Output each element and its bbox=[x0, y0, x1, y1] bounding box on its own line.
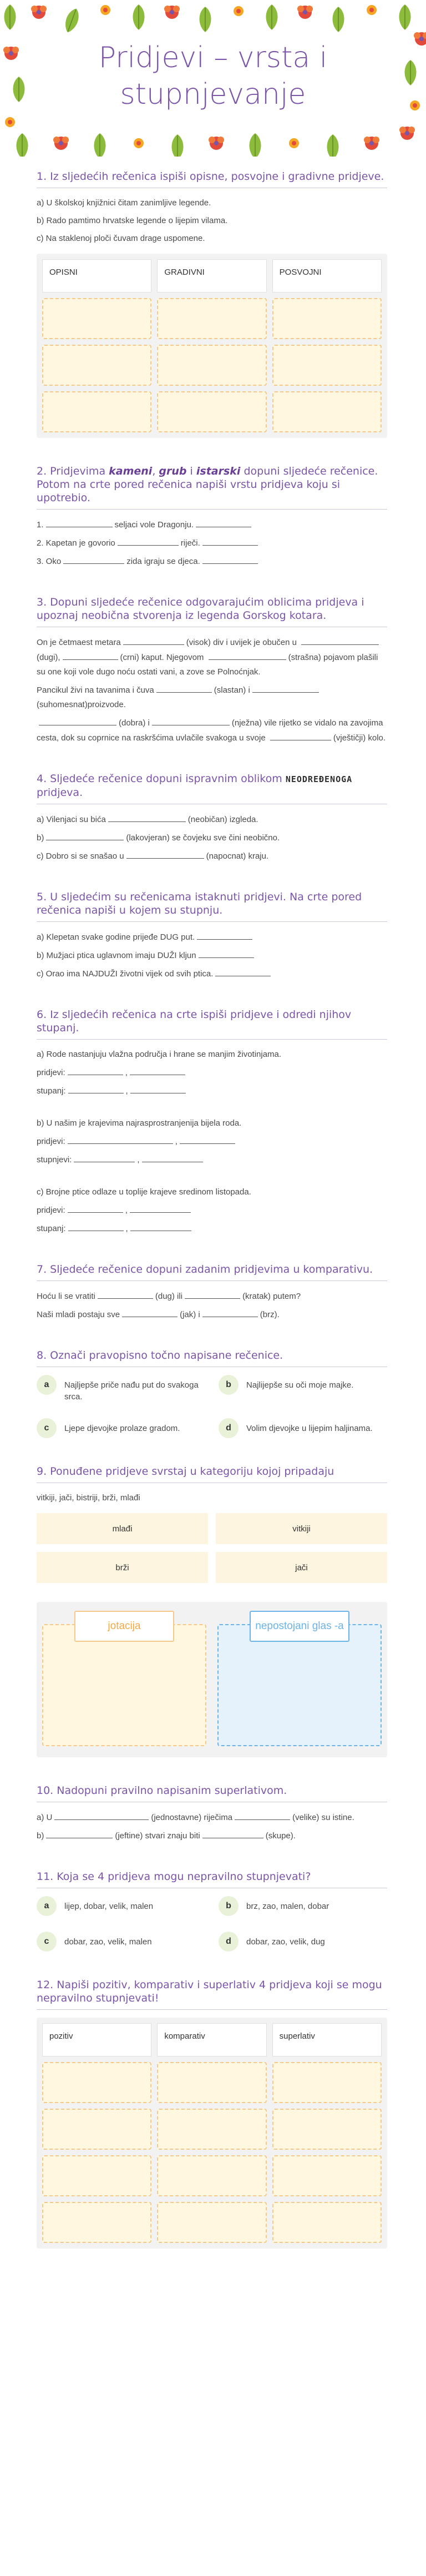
answer-blank[interactable] bbox=[118, 536, 179, 546]
task-1-title: 1. Iz sljedećih rečenica ispiši opisne, posvojne i gradivne pridjeve. bbox=[37, 170, 387, 188]
word-grub: grub bbox=[159, 465, 187, 477]
task-9 bbox=[37, 1465, 387, 1757]
task-2-line-2 bbox=[37, 536, 387, 551]
task-1 bbox=[37, 170, 387, 438]
answer-blank[interactable] bbox=[68, 1134, 173, 1144]
choice-text: dobar, zao, velik, malen bbox=[64, 1937, 152, 1947]
task-3 bbox=[37, 596, 387, 745]
column-header-pozitiv: pozitiv bbox=[42, 2023, 151, 2056]
line-label: stupnjevi: bbox=[37, 1155, 72, 1165]
category-bins bbox=[37, 1602, 387, 1757]
draggable-word[interactable]: brži bbox=[37, 1552, 208, 1583]
line-text: (jednostavne) riječima bbox=[151, 1813, 233, 1822]
answer-blank[interactable] bbox=[68, 1083, 124, 1093]
task-12-title: 12. Napiši pozitiv, komparativ i superlativ 4 pridjeva koji se mogu nepravilno stupnjevati! bbox=[37, 1978, 387, 2010]
bin-label: jotacija bbox=[74, 1611, 174, 1642]
task-10-line-a bbox=[37, 1810, 387, 1825]
choice-key: c bbox=[37, 1418, 57, 1438]
task-10-line-b bbox=[37, 1828, 387, 1843]
column-header-gradivni: GRADIVNI bbox=[157, 259, 266, 293]
answer-blank[interactable] bbox=[108, 812, 186, 822]
choice-key: a bbox=[37, 1375, 57, 1395]
choice-text: dobar, zao, velik, dug bbox=[246, 1937, 325, 1947]
answer-blank[interactable] bbox=[130, 1065, 185, 1075]
column-header-komparativ: komparativ bbox=[157, 2023, 266, 2056]
task-11 bbox=[37, 1870, 387, 1952]
comma: , bbox=[175, 1137, 178, 1146]
line-text: (kratak) putem? bbox=[242, 1292, 301, 1301]
choice-d[interactable] bbox=[219, 1932, 387, 1952]
line-text: (jeftine) stvari znaju biti bbox=[115, 1831, 200, 1841]
task-6-sentence-c: c) Brojne ptice odlaze u toplije krajeve sredinom listopada. bbox=[37, 1187, 251, 1197]
choice-c[interactable] bbox=[37, 1932, 205, 1952]
line-label: stupanj: bbox=[37, 1086, 66, 1096]
answer-blank[interactable] bbox=[156, 683, 212, 693]
answer-blank[interactable] bbox=[46, 517, 113, 527]
task-1-sentence-c: c) Na staklenoj ploči čuvam drage uspomene. bbox=[37, 234, 205, 243]
bin-drop-area[interactable] bbox=[42, 1624, 206, 1746]
line-text: c) Dobro si se snašao u bbox=[37, 851, 124, 861]
word-kameni: kameni bbox=[109, 465, 153, 477]
page-title: Pridjevi – vrsta i stupnjevanje bbox=[98, 41, 328, 111]
choice-b[interactable] bbox=[219, 1375, 387, 1403]
task-2-title-text: 2. Pridjevima bbox=[37, 465, 109, 477]
task-8 bbox=[37, 1349, 387, 1438]
task-11-title: 11. Koja se 4 pridjeva mogu nepravilno stupnjevati? bbox=[37, 1870, 387, 1888]
line-text: (dobra) i bbox=[119, 718, 150, 728]
line-text: (vještičji) kolo. bbox=[333, 733, 386, 743]
drop-zone[interactable] bbox=[157, 2062, 266, 2103]
line-label: pridjevi: bbox=[37, 1137, 65, 1146]
task-3-paragraph-3 bbox=[37, 715, 387, 745]
answer-blank[interactable] bbox=[130, 1203, 191, 1213]
comma: , bbox=[137, 1155, 140, 1165]
task-5 bbox=[37, 890, 387, 981]
drop-zone[interactable] bbox=[272, 2202, 382, 2243]
comma: , bbox=[125, 1086, 128, 1096]
line-text: (velike) su istine. bbox=[292, 1813, 354, 1822]
task-6-sentence-a: a) Rode nastanjuju vlažna područja i hrane se manjim životinjama. bbox=[37, 1050, 282, 1059]
task-7-line-2 bbox=[37, 1307, 387, 1322]
column-header-opisni: OPISNI bbox=[42, 259, 151, 293]
task-2 bbox=[37, 465, 387, 569]
drop-zone[interactable] bbox=[42, 391, 151, 432]
word-neodredenoga: NEODREĐENOGA bbox=[285, 774, 353, 784]
task-4-title-text: pridjeva. bbox=[37, 787, 83, 799]
line-text: On je četmaest metara bbox=[37, 638, 121, 647]
task-8-title: 8. Označi pravopisno točno napisane rečenice. bbox=[37, 1349, 387, 1367]
task-3-paragraph-2 bbox=[37, 683, 387, 712]
drop-zone[interactable] bbox=[42, 2155, 151, 2196]
title-separator: , bbox=[152, 465, 159, 477]
draggable-word[interactable]: vitkiji bbox=[216, 1513, 387, 1544]
choice-text: Volim djevojke u lijepim haljinama. bbox=[246, 1424, 373, 1433]
task-12 bbox=[37, 1978, 387, 2249]
task-6 bbox=[37, 1008, 387, 1236]
comma: , bbox=[125, 1068, 128, 1077]
answer-blank[interactable] bbox=[63, 650, 118, 660]
answer-blank[interactable] bbox=[122, 1307, 178, 1317]
task-2-title bbox=[37, 465, 387, 510]
line-text: Pancikul živi na tavanima i čuva bbox=[37, 685, 154, 695]
task-2-line-3 bbox=[37, 554, 387, 569]
task-5-line-a bbox=[37, 930, 387, 945]
choice-text: Ljepe djevojke prolaze gradom. bbox=[64, 1424, 180, 1433]
drop-zone[interactable] bbox=[42, 2062, 151, 2103]
line-text: (nježna) vile rijetko se vidalo na zavojima cesta, dok su coprnice na raskršćima uvlačile svakoga u svoje bbox=[37, 718, 383, 743]
task-6-pridjevi-a bbox=[37, 1065, 387, 1080]
line-text: (visok) div i uvijek je obučen u bbox=[186, 638, 297, 647]
choice-d[interactable] bbox=[219, 1418, 387, 1438]
line-text: 3. Oko bbox=[37, 557, 62, 566]
drop-zone[interactable] bbox=[157, 2202, 266, 2243]
answer-blank[interactable] bbox=[202, 536, 258, 546]
task-6-title: 6. Iz sljedećih rečenica na crte ispiši pridjeve i odredi njihov stupanj. bbox=[37, 1008, 387, 1040]
answer-blank[interactable] bbox=[235, 1810, 290, 1820]
choice-c[interactable] bbox=[37, 1418, 205, 1438]
choice-key: d bbox=[219, 1932, 239, 1952]
line-text: a) U bbox=[37, 1813, 53, 1822]
drop-zone[interactable] bbox=[42, 2202, 151, 2243]
task-9-title: 9. Ponuđene pridjeve svrstaj u kategoriju kojoj pripadaju bbox=[37, 1465, 387, 1483]
line-text: b) bbox=[37, 833, 44, 843]
column-header-superlativ: superlativ bbox=[272, 2023, 382, 2056]
line-text: (skupe). bbox=[265, 1831, 296, 1841]
answer-blank[interactable] bbox=[68, 1203, 123, 1213]
choice-text: brz, zao, malen, dobar bbox=[246, 1902, 329, 1911]
line-text: (strašna) pojavom plašili su one koji vole dugo noću ostati vani, a zove se Polnoćnjak. bbox=[37, 653, 378, 677]
drop-zone[interactable] bbox=[272, 2155, 382, 2196]
task-7-line-1 bbox=[37, 1289, 387, 1304]
answer-blank[interactable] bbox=[270, 730, 331, 740]
comma: , bbox=[125, 1224, 128, 1233]
line-text: (napocnat) kraju. bbox=[206, 851, 269, 861]
answer-blank[interactable] bbox=[68, 1065, 123, 1075]
task-6-sentence-b: b) U našim je krajevima najrasprostranjenija bijela roda. bbox=[37, 1118, 242, 1128]
line-label: pridjevi: bbox=[37, 1068, 65, 1077]
task-9-word-list: vitkiji, jači, bistriji, brži, mlađi bbox=[37, 1493, 140, 1503]
choice-text: Najljepše priče nađu put do svakoga srca. bbox=[64, 1380, 199, 1402]
drop-zone[interactable] bbox=[157, 345, 266, 386]
drop-zone[interactable] bbox=[42, 345, 151, 386]
answer-blank[interactable] bbox=[46, 1828, 113, 1838]
answer-blank[interactable] bbox=[46, 830, 124, 840]
answer-blank[interactable] bbox=[301, 635, 379, 645]
task-6-stupanj-c bbox=[37, 1221, 387, 1236]
draggable-word[interactable]: jači bbox=[216, 1552, 387, 1583]
task-6-stupanj-a bbox=[37, 1083, 387, 1098]
line-text: 1. bbox=[37, 520, 44, 530]
task-12-sort-table bbox=[37, 2018, 387, 2249]
answer-blank[interactable] bbox=[123, 635, 184, 645]
task-5-line-b bbox=[37, 948, 387, 963]
drop-zone[interactable] bbox=[157, 2109, 266, 2150]
answer-blank[interactable] bbox=[63, 554, 124, 564]
choice-key: b bbox=[219, 1896, 239, 1916]
line-text: riječi. bbox=[180, 538, 200, 548]
task-4-line-c bbox=[37, 849, 387, 864]
task-1-sentence-b: b) Rado pamtimo hrvatske legende o lijepim vilama. bbox=[37, 216, 228, 225]
task-3-title: 3. Dopuni sljedeće rečenice odgovarajućim oblicima pridjeva i upoznaj neobična stvorenja iz legenda Gorskog kotara. bbox=[37, 596, 387, 627]
drop-zone[interactable] bbox=[272, 2062, 382, 2103]
line-label: pridjevi: bbox=[37, 1206, 65, 1215]
task-4-title bbox=[37, 772, 387, 804]
line-label: stupanj: bbox=[37, 1224, 66, 1233]
answer-blank[interactable] bbox=[197, 930, 252, 940]
header-banner bbox=[0, 0, 426, 157]
answer-blank[interactable] bbox=[142, 1152, 203, 1162]
choice-a[interactable] bbox=[37, 1896, 205, 1916]
drop-zone[interactable] bbox=[157, 298, 266, 339]
bin-jotacija[interactable] bbox=[42, 1611, 206, 1746]
choice-key: c bbox=[37, 1932, 57, 1952]
draggable-word[interactable]: mlađi bbox=[37, 1513, 208, 1544]
choice-text: lijep, dobar, velik, malen bbox=[64, 1902, 154, 1911]
answer-blank[interactable] bbox=[180, 1134, 235, 1144]
answer-blank[interactable] bbox=[130, 1083, 186, 1093]
bin-nepostojani-glas[interactable] bbox=[217, 1611, 382, 1746]
choice-text: Najlijepše su oči moje majke. bbox=[246, 1380, 354, 1390]
drop-zone[interactable] bbox=[157, 391, 266, 432]
line-text: c) Orao ima NAJDUŽI životni vijek od svih ptica. bbox=[37, 969, 214, 979]
line-text: (slastan) i bbox=[214, 685, 250, 695]
line-text: (crni) kaput. Njegovom bbox=[120, 653, 204, 662]
answer-blank[interactable] bbox=[130, 1221, 191, 1231]
line-text: (jak) i bbox=[180, 1310, 200, 1319]
answer-blank[interactable] bbox=[196, 517, 251, 527]
drop-zone[interactable] bbox=[42, 2109, 151, 2150]
word-istarski: istarski bbox=[196, 465, 241, 477]
comma: , bbox=[125, 1206, 128, 1215]
task-10-title: 10. Nadopuni pravilno napisanim superlativom. bbox=[37, 1784, 387, 1802]
answer-blank[interactable] bbox=[74, 1152, 135, 1162]
answer-blank[interactable] bbox=[202, 1307, 258, 1317]
drop-zone[interactable] bbox=[157, 2155, 266, 2196]
task-7-title: 7. Sljedeće rečenice dopuni zadanim pridjevima u komparativu. bbox=[37, 1263, 387, 1281]
title-separator: i bbox=[186, 465, 196, 477]
task-1-sentence-a: a) U školskoj knjižnici čitam zanimljive legende. bbox=[37, 198, 211, 208]
task-5-title: 5. U sljedećim su rečenicama istaknuti pridjevi. Na crte pored rečenica napiši u kojem su stupnju. bbox=[37, 890, 387, 922]
answer-blank[interactable] bbox=[199, 948, 254, 958]
choice-key: d bbox=[219, 1418, 239, 1438]
task-4 bbox=[37, 772, 387, 864]
task-6-pridjevi-c bbox=[37, 1203, 387, 1218]
choice-key: a bbox=[37, 1896, 57, 1916]
answer-blank[interactable] bbox=[152, 715, 230, 725]
line-text: (dugi), bbox=[37, 653, 60, 662]
line-text: (lakovjeran) se čovjeku sve čini neobično. bbox=[126, 833, 280, 843]
answer-blank[interactable] bbox=[68, 1221, 124, 1231]
choice-b[interactable] bbox=[219, 1896, 387, 1916]
task-4-title-text: 4. Sljedeće rečenice dopuni ispravnim oblikom bbox=[37, 773, 286, 785]
task-10 bbox=[37, 1784, 387, 1843]
task-4-line-b bbox=[37, 830, 387, 845]
title-box bbox=[39, 32, 387, 120]
line-text: 2. Kapetan je govorio bbox=[37, 538, 115, 548]
answer-blank[interactable] bbox=[39, 715, 116, 725]
task-5-line-c bbox=[37, 966, 387, 981]
line-text: seljaci vole Dragonju. bbox=[114, 520, 194, 530]
line-text: a) Vilenjaci su bića bbox=[37, 815, 106, 824]
line-text: zida igraju se djeca. bbox=[126, 557, 200, 566]
line-text: Hoću li se vratiti bbox=[37, 1292, 95, 1301]
line-text: b) bbox=[37, 1831, 44, 1841]
drop-zone[interactable] bbox=[272, 391, 382, 432]
line-text: (dug) ili bbox=[155, 1292, 183, 1301]
bin-drop-area[interactable] bbox=[217, 1624, 382, 1746]
answer-blank[interactable] bbox=[252, 683, 319, 693]
answer-blank[interactable] bbox=[98, 1289, 153, 1299]
line-text: Naši mladi postaju sve bbox=[37, 1310, 120, 1319]
choice-key: b bbox=[219, 1375, 239, 1395]
task-4-line-a bbox=[37, 812, 387, 827]
drop-zone[interactable] bbox=[272, 345, 382, 386]
drop-zone[interactable] bbox=[42, 298, 151, 339]
line-text: (neobičan) izgleda. bbox=[187, 815, 258, 824]
task-1-sort-table bbox=[37, 254, 387, 438]
answer-blank[interactable] bbox=[215, 966, 271, 976]
drop-zone[interactable] bbox=[272, 298, 382, 339]
task-6-pridjevi-b bbox=[37, 1134, 387, 1149]
line-text: (brz). bbox=[260, 1310, 280, 1319]
task-6-stupnjevi-b bbox=[37, 1152, 387, 1167]
answer-blank[interactable] bbox=[126, 849, 204, 859]
task-2-line-1 bbox=[37, 517, 387, 532]
task-3-paragraph-1 bbox=[37, 635, 387, 679]
answer-blank[interactable] bbox=[54, 1810, 149, 1820]
drop-zone[interactable] bbox=[272, 2109, 382, 2150]
answer-blank[interactable] bbox=[185, 1289, 240, 1299]
line-text: (suhomesnat)proizvode. bbox=[37, 700, 126, 709]
answer-blank[interactable] bbox=[209, 650, 286, 660]
column-header-posvojni: POSVOJNI bbox=[272, 259, 382, 293]
bin-label: nepostojani glas -a bbox=[250, 1611, 349, 1642]
answer-blank[interactable] bbox=[202, 1828, 263, 1838]
choice-a[interactable] bbox=[37, 1375, 205, 1403]
line-text: a) Klepetan svake godine prijeđe DUG put. bbox=[37, 932, 195, 942]
task-2-title-text: dopuni sljedeće rečenice. Potom na crte pored rečenica napiši vrstu pridjeva koju si upotrebio. bbox=[37, 465, 378, 504]
word-bank bbox=[37, 1513, 387, 1583]
line-text: b) Mužjaci ptica uglavnom imaju DUŽI kljun bbox=[37, 951, 196, 960]
task-7 bbox=[37, 1263, 387, 1322]
answer-blank[interactable] bbox=[202, 554, 258, 564]
